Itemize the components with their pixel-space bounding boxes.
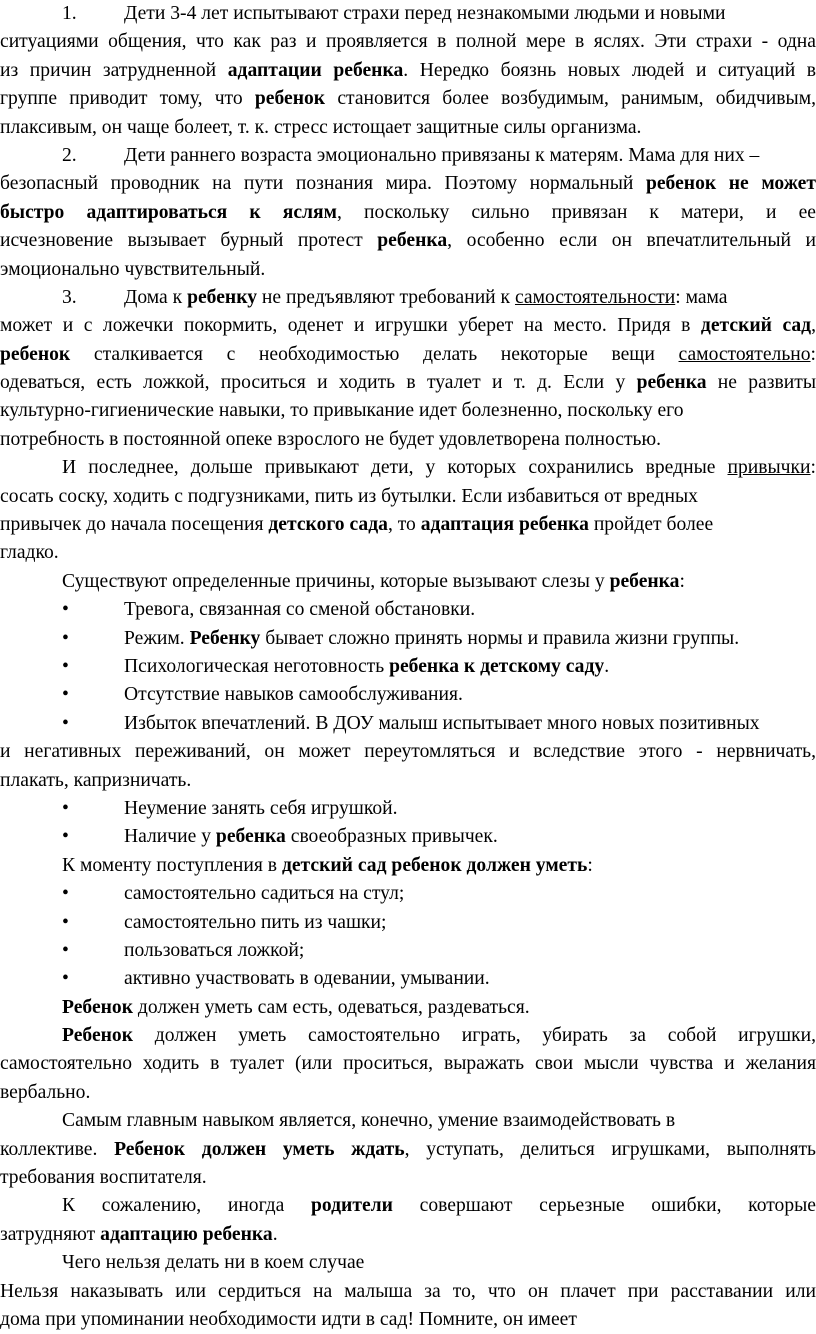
text-run: : мама <box>675 287 727 308</box>
list-item-text <box>124 142 808 170</box>
text-run: : <box>679 571 684 592</box>
text-run: совершают серьезные ошибки, которые <box>393 1195 816 1216</box>
bold-text: быстро адаптироваться к яслям <box>0 202 337 223</box>
text-line <box>0 823 816 851</box>
text-run: пройдет более <box>589 514 713 535</box>
list-item-text <box>124 625 808 653</box>
text-run: Самым главным навыком является, конечно, умение взаимодействовать в <box>62 1110 675 1131</box>
list-item-text <box>124 0 808 28</box>
text-line <box>0 994 816 1022</box>
text-run: Психологическая неготовность <box>124 656 389 677</box>
text-run: , особенно если он впечатлительный и <box>447 230 816 251</box>
bullet-marker: • <box>62 596 69 624</box>
text-line <box>0 1107 816 1135</box>
text-run: . Нередко боязнь новых людей и ситуаций в <box>403 60 816 81</box>
text-run: , <box>811 315 816 336</box>
text-run: самостоятельно садиться на стул; <box>124 883 404 904</box>
text-line <box>0 681 816 709</box>
text-run: : <box>811 457 816 478</box>
text-line <box>0 85 816 113</box>
list-item-text <box>124 880 808 908</box>
text-line <box>0 653 816 681</box>
text-run: активно участвовать в одевании, умывании. <box>124 968 490 989</box>
list-item-text <box>124 823 808 851</box>
list-number: 2. <box>62 142 77 170</box>
text-line <box>0 284 816 312</box>
text-run: пользоваться ложкой; <box>124 940 304 961</box>
text-run: культурно-гигиенические навыки, то привыкание идет болезненно, поскольку его <box>0 400 684 421</box>
text-run: К сожалению, иногда <box>62 1195 311 1216</box>
text-run: : <box>587 855 592 876</box>
text-line <box>0 114 816 142</box>
text-line <box>0 880 816 908</box>
text-run: , уступать, делиться игрушками, выполнять <box>405 1139 816 1160</box>
text-run: , поскольку сильно привязан к матери, и ее <box>337 202 816 223</box>
bold-text: Ребенок <box>62 997 133 1018</box>
bullet-marker: • <box>62 625 69 653</box>
bold-text: детского сада <box>268 514 388 535</box>
text-run: Нельзя наказывать или сердиться на малыша за то, что он плачет при расставании или <box>0 1281 816 1302</box>
list-item-text <box>124 965 808 993</box>
text-line <box>0 28 816 56</box>
bold-text: Ребенок должен уметь ждать <box>114 1139 405 1160</box>
text-line <box>0 0 816 28</box>
bold-text: ребенок <box>0 344 70 365</box>
text-run: коллективе. <box>0 1139 114 1160</box>
text-line <box>0 625 816 653</box>
bullet-marker: • <box>62 795 69 823</box>
bullet-marker: • <box>62 965 69 993</box>
underlined-text: привычки <box>728 457 811 478</box>
text-run: плакать, капризничать. <box>0 770 191 791</box>
text-run: И последнее, дольше привыкают дети, у которых сохранились вредные <box>62 457 728 478</box>
text-run: Существуют определенные причины, которые вызывают слезы у <box>62 571 610 592</box>
text-run: не предъявляют требований к <box>257 287 515 308</box>
text-run: должен уметь сам есть, одеваться, раздеваться. <box>133 997 530 1018</box>
text-run: своеобразных привычек. <box>286 826 498 847</box>
text-line <box>0 710 816 738</box>
bullet-marker: • <box>62 681 69 709</box>
bold-text: ребенка <box>637 372 707 393</box>
text-run: требования воспитателя. <box>0 1167 207 1188</box>
text-line <box>0 1022 816 1050</box>
bold-text: ребенок не может <box>646 173 816 194</box>
text-line <box>0 426 816 454</box>
text-run: становится более возбудимым, ранимым, обидчивым, <box>325 88 816 109</box>
list-number: 3. <box>62 284 77 312</box>
list-number: 1. <box>62 0 77 28</box>
bold-text: Ребенок <box>62 1025 133 1046</box>
bold-text: адаптацию ребенка <box>100 1224 273 1245</box>
text-line <box>0 1050 816 1078</box>
text-line <box>0 1278 816 1306</box>
text-line <box>0 57 816 85</box>
text-run: самостоятельно пить из чашки; <box>124 912 387 933</box>
text-run: . <box>604 656 609 677</box>
text-line <box>0 1249 816 1277</box>
bold-text: ребенка к детскому саду <box>389 656 604 677</box>
text-line <box>0 312 816 340</box>
bold-text: ребенку <box>187 287 257 308</box>
list-item-text <box>124 710 808 738</box>
underlined-text: самостоятельности <box>515 287 675 308</box>
text-run: Отсутствие навыков самообслуживания. <box>124 684 463 705</box>
text-run: бывает сложно принять нормы и правила жизни группы. <box>260 628 739 649</box>
text-line <box>0 795 816 823</box>
text-run: сталкивается с необходимостью делать некоторые вещи <box>70 344 678 365</box>
list-item-text <box>124 909 808 937</box>
text-run: группе приводит тому, что <box>0 88 255 109</box>
bullet-marker: • <box>62 653 69 681</box>
bold-text: ребенка <box>377 230 447 251</box>
text-line <box>0 738 816 766</box>
text-run: Дети раннего возраста эмоционально привязаны к матерям. Мама для них – <box>124 145 759 166</box>
text-line <box>0 1192 816 1220</box>
list-item-text <box>124 937 808 965</box>
text-run: гладко. <box>0 542 59 563</box>
text-run: может и с ложечки покормить, оденет и игрушки уберет на место. Придя в <box>0 315 701 336</box>
underlined-text: самостоятельно <box>679 344 811 365</box>
text-line <box>0 965 816 993</box>
text-run: сосать соску, ходить с подгузниками, пить из бутылки. Если избавиться от вредных <box>0 486 698 507</box>
bold-text: детский сад ребенок должен уметь <box>282 855 587 876</box>
text-line <box>0 1221 816 1249</box>
text-line <box>0 852 816 880</box>
bold-text: родители <box>311 1195 393 1216</box>
text-run: , то <box>388 514 421 535</box>
text-run: эмоционально чувствительный. <box>0 259 265 280</box>
bold-text: ребенка <box>216 826 286 847</box>
text-run: одеваться, есть ложкой, проситься и ходить в туалет и т. д. Если у <box>0 372 637 393</box>
text-line <box>0 1079 816 1107</box>
text-run: потребность в постоянной опеке взрослого не будет удовлетворена полностью. <box>0 429 661 450</box>
text-run: . <box>273 1224 278 1245</box>
text-run: Дети 3-4 лет испытывают страхи перед незнакомыми людьми и новыми <box>124 3 725 24</box>
text-line <box>0 170 816 198</box>
bold-text: детский сад <box>701 315 811 336</box>
list-item-text <box>124 596 808 624</box>
bullet-marker: • <box>62 710 69 738</box>
text-run: привычек до начала посещения <box>0 514 268 535</box>
bold-text: ребенок <box>255 88 325 109</box>
text-run: Режим. <box>124 628 190 649</box>
text-run: из причин затрудненной <box>0 60 228 81</box>
text-line <box>0 1306 816 1334</box>
text-run: безопасный проводник на пути познания мира. Поэтому нормальный <box>0 173 646 194</box>
text-line <box>0 397 816 425</box>
text-line <box>0 511 816 539</box>
bullet-marker: • <box>62 823 69 851</box>
bold-text: Ребенку <box>190 628 261 649</box>
text-run: дома при упоминании необходимости идти в сад! Помните, он имеет <box>0 1309 577 1330</box>
text-run: и негативных переживаний, он может переутомляться и вследствие этого - нервничать, <box>0 741 816 762</box>
text-line <box>0 539 816 567</box>
text-line <box>0 767 816 795</box>
text-line <box>0 1164 816 1192</box>
text-run: затрудняют <box>0 1224 100 1245</box>
list-item-text <box>124 653 808 681</box>
text-run: не развиты <box>707 372 816 393</box>
text-line <box>0 937 816 965</box>
text-line <box>0 256 816 284</box>
text-line <box>0 341 816 369</box>
text-run: Неумение занять себя игрушкой. <box>124 798 398 819</box>
list-item-text <box>124 795 808 823</box>
text-run: К моменту поступления в <box>62 855 282 876</box>
bullet-marker: • <box>62 909 69 937</box>
text-run: плаксивым, он чаще болеет, т. к. стресс истощает защитные силы организма. <box>0 117 641 138</box>
text-line <box>0 369 816 397</box>
text-run: самостоятельно ходить в туалет (или проситься, выражать свои мысли чувства и желания <box>0 1053 816 1074</box>
text-line <box>0 199 816 227</box>
text-run: Чего нельзя делать ни в коем случае <box>62 1252 364 1273</box>
text-line <box>0 142 816 170</box>
text-line <box>0 454 816 482</box>
text-line <box>0 596 816 624</box>
text-run: Избыток впечатлений. В ДОУ малыш испытывает много новых позитивных <box>124 713 760 734</box>
bold-text: адаптации ребенка <box>228 60 404 81</box>
text-line <box>0 483 816 511</box>
text-run: Дома к <box>124 287 187 308</box>
bullet-marker: • <box>62 880 69 908</box>
text-run: должен уметь самостоятельно играть, убирать за собой игрушки, <box>133 1025 816 1046</box>
bullet-marker: • <box>62 937 69 965</box>
text-line <box>0 1136 816 1164</box>
list-item-text <box>124 284 808 312</box>
text-line <box>0 909 816 937</box>
bold-text: ребенка <box>610 571 680 592</box>
text-run: Тревога, связанная со сменой обстановки. <box>124 599 475 620</box>
text-run: : <box>811 344 816 365</box>
list-item-text <box>124 681 808 709</box>
bold-text: адаптация ребенка <box>421 514 589 535</box>
text-run: Наличие у <box>124 826 216 847</box>
text-run: вербально. <box>0 1082 90 1103</box>
text-line <box>0 227 816 255</box>
text-line <box>0 568 816 596</box>
text-run: исчезновение вызывает бурный протест <box>0 230 377 251</box>
text-run: ситуациями общения, что как раз и проявляется в полной мере в яслях. Эти страхи - одна <box>0 31 816 52</box>
